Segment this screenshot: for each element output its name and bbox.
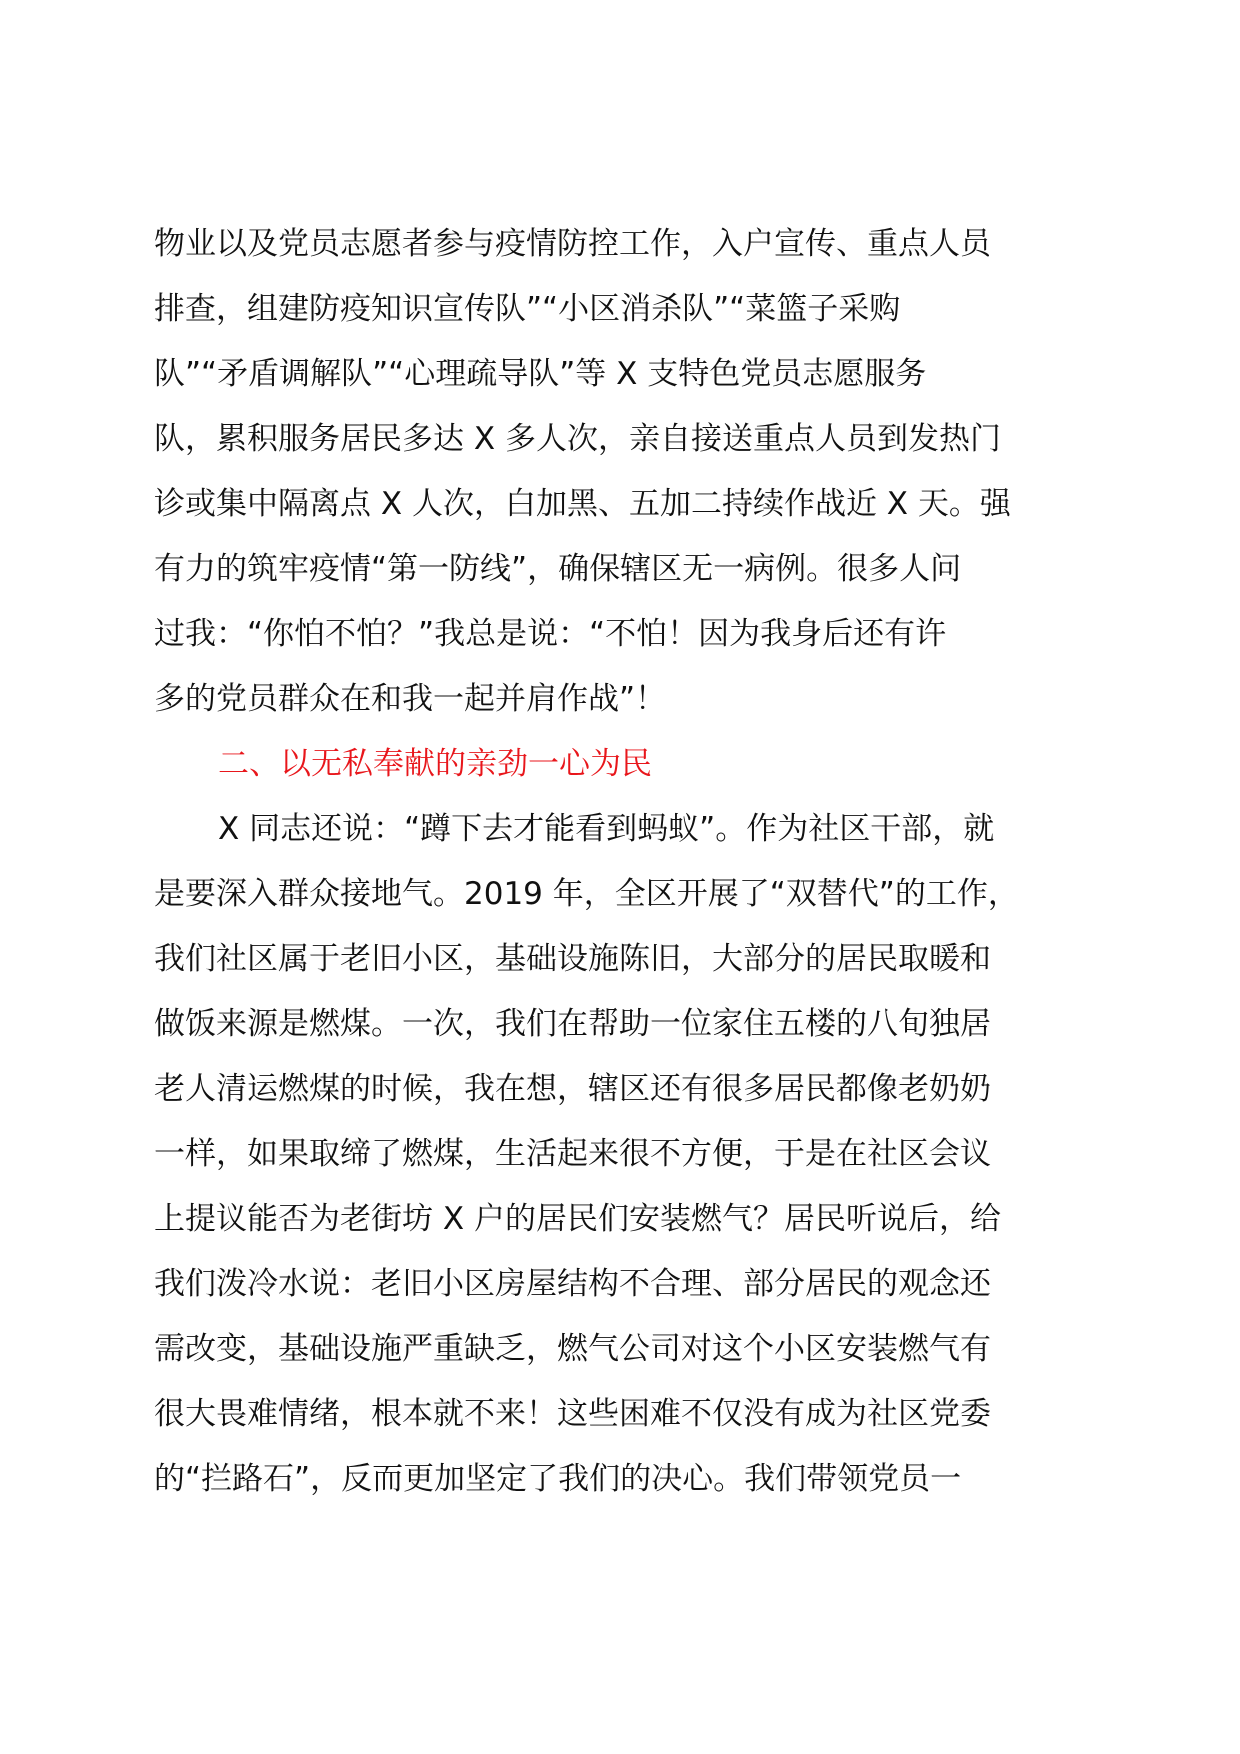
text-line: X 同志还说：“蹲下去才能看到蚂蚁”。作为社区干部，就 (218, 811, 995, 847)
text-line: 需改变，基础设施严重缺乏，燃气公司对这个小区安装燃气有 (154, 1331, 991, 1367)
text-line: 有力的筑牢疫情“第一防线”，确保辖区无一病例。很多人问 (154, 551, 962, 587)
text-line: 是要深入群众接地气。2019 年，全区开展了“双替代”的工作， (154, 876, 1019, 912)
section-heading: 二、以无私奉献的亲劲一心为民 (218, 746, 652, 782)
text-line: 老人清运燃煤的时候，我在想，辖区还有很多居民都像老奶奶 (154, 1071, 991, 1107)
text-line: 很大畏难情绪，根本就不来！这些困难不仅没有成为社区党委 (154, 1396, 991, 1432)
text-line: 队”“矛盾调解队”“心理疏导队”等 X 支特色党员志愿服务 (154, 356, 927, 392)
text-line: 上提议能否为老街坊 X 户的居民们安装燃气？居民听说后，给 (154, 1201, 1001, 1237)
paragraph-2 (154, 797, 1114, 1512)
text-line: 的“拦路石”，反而更加坚定了我们的决心。我们带领党员一 (154, 1461, 962, 1497)
text-line: 多的党员群众在和我一起并肩作战”！ (154, 681, 667, 717)
paragraph-1 (154, 212, 1114, 732)
text-line: 物业以及党员志愿者参与疫情防控工作，入户宣传、重点人员 (154, 226, 991, 262)
text-line: 队，累积服务居民多达 X 多人次，亲自接送重点人员到发热门 (154, 421, 1001, 457)
text-line: 诊或集中隔离点 X 人次，白加黑、五加二持续作战近 X 天。强 (154, 486, 1011, 522)
text-line: 我们社区属于老旧小区，基础设施陈旧，大部分的居民取暖和 (154, 941, 991, 977)
text-line: 一样，如果取缔了燃煤，生活起来很不方便，于是在社区会议 (154, 1136, 991, 1172)
text-line: 我们泼冷水说：老旧小区房屋结构不合理、部分居民的观念还 (154, 1266, 991, 1302)
text-line: 排查，组建防疫知识宣传队”“小区消杀队”“菜篮子采购 (154, 291, 901, 327)
text-line: 做饭来源是燃煤。一次，我们在帮助一位家住五楼的八旬独居 (154, 1006, 991, 1042)
text-line: 过我：“你怕不怕？”我总是说：“不怕！因为我身后还有许 (154, 616, 947, 652)
document-body (154, 212, 1114, 1512)
